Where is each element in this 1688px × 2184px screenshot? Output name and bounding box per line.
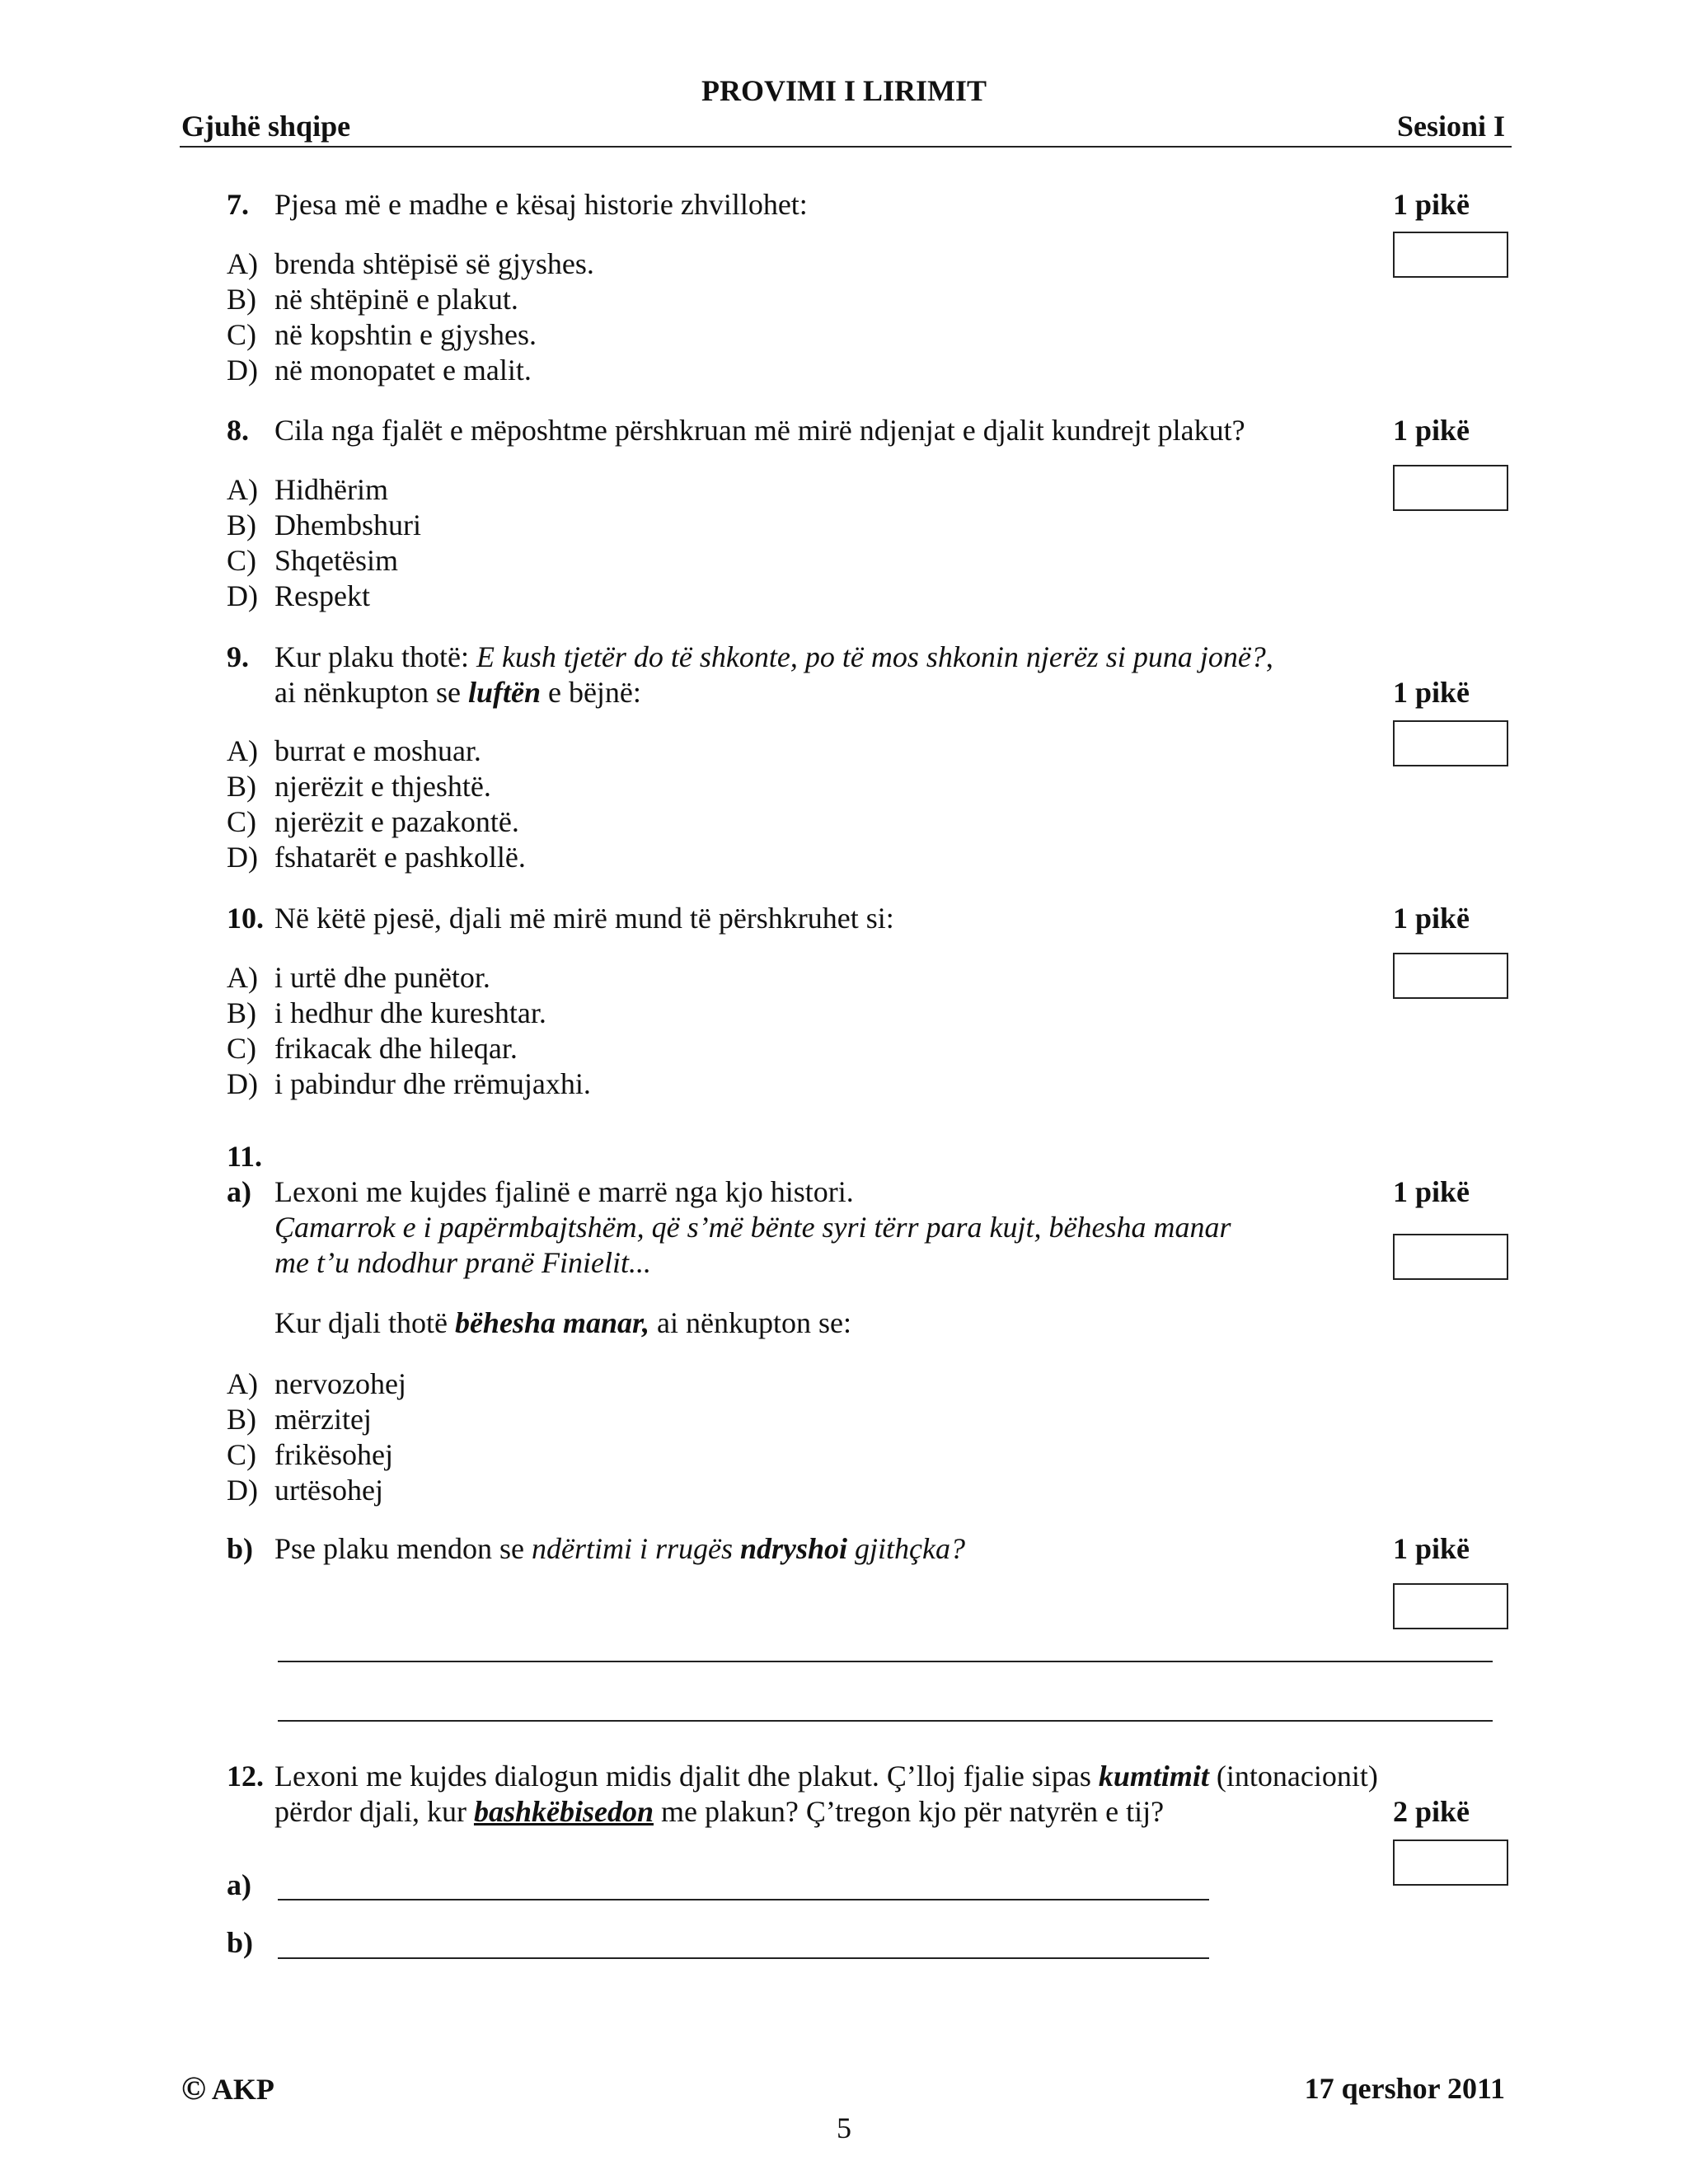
question-text-line1: Lexoni me kujdes dialogun midis djalit dhe plakut. Ç’lloj fjalie sipas kumtimit (intonacionit): [274, 1760, 1378, 1793]
option-d: D) në monopatet e malit.: [227, 354, 532, 387]
points-label: 1 pikë: [1393, 1175, 1470, 1208]
option-d: D) Respekt: [227, 579, 370, 612]
score-box[interactable]: [1393, 720, 1508, 766]
part-a-prompt: Kur djali thotë bëhesha manar, ai nënkupton se:: [274, 1306, 851, 1339]
score-box[interactable]: [1393, 465, 1508, 511]
question-number: 10.: [227, 902, 264, 935]
question-number: 11.: [227, 1140, 263, 1173]
option-d: D) i pabindur dhe rrëmujaxhi.: [227, 1067, 591, 1100]
option-c: C) frikësohej: [227, 1438, 393, 1471]
question-text: Cila nga fjalët e mëposhtme përshkruan më mirë ndjenjat e djalit kundrejt plakut?: [274, 414, 1245, 447]
points-label: 2 pikë: [1393, 1795, 1470, 1828]
option-a: A) burrat e moshuar.: [227, 734, 481, 767]
option-a: A) brenda shtëpisë së gjyshes.: [227, 247, 594, 280]
copyright-icon: ©: [181, 2069, 206, 2107]
footer-copyright: © AKP: [181, 2069, 274, 2107]
part-a-text: Lexoni me kujdes fjalinë e marrë nga kjo histori.: [274, 1175, 854, 1208]
option-b: B) Dhembshuri: [227, 509, 421, 541]
question-text-line1: Kur plaku thotë: E kush tjetër do të shkonte, po të mos shkonin njerëz si puna jonë?,: [274, 640, 1273, 673]
option-c: C) në kopshtin e gjyshes.: [227, 318, 537, 351]
answer-line-a[interactable]: [278, 1899, 1209, 1900]
question-text: Në këtë pjesë, djali më mirë mund të përshkruhet si:: [274, 902, 894, 935]
answer-line-b[interactable]: [278, 1957, 1209, 1959]
points-label: 1 pikë: [1393, 902, 1470, 935]
score-box[interactable]: [1393, 1234, 1508, 1280]
points-label: 1 pikë: [1393, 1532, 1470, 1565]
option-d: D) fshatarët e pashkollë.: [227, 841, 526, 874]
score-box[interactable]: [1393, 232, 1508, 278]
quote-line-1: Çamarrok e i papërmbajtshëm, që s’më bënte syri tërr para kujt, bëhesha manar: [274, 1211, 1231, 1244]
points-label: 1 pikë: [1393, 676, 1470, 709]
option-b: B) mërzitej: [227, 1403, 372, 1436]
part-b-text: Pse plaku mendon se ndërtimi i rrugës ndryshoi gjithçka?: [274, 1532, 965, 1565]
option-b: B) njerëzit e thjeshtë.: [227, 770, 491, 803]
points-label: 1 pikë: [1393, 188, 1470, 221]
answer-line[interactable]: [278, 1720, 1493, 1722]
question-number: 8.: [227, 414, 249, 447]
part-a-label: a): [227, 1175, 251, 1208]
question-text: Pjesa më e madhe e kësaj historie zhvillohet:: [274, 188, 808, 221]
option-a: A) nervozohej: [227, 1367, 406, 1400]
score-box[interactable]: [1393, 1840, 1508, 1886]
question-text-line2: përdor djali, kur bashkëbisedon me plakun? Ç’tregon kjo për natyrën e tij?: [274, 1795, 1165, 1828]
question-text-line2: ai nënkupton se luftën e bëjnë:: [274, 676, 641, 709]
quote-line-2: me t’u ndodhur pranë Finielit...: [274, 1246, 651, 1279]
part-b-label: b): [227, 1532, 254, 1565]
subject-label: Gjuhë shqipe: [181, 110, 351, 143]
option-b: B) i hedhur dhe kureshtar.: [227, 996, 546, 1029]
answer-a-label: a): [227, 1868, 251, 1901]
points-label: 1 pikë: [1393, 414, 1470, 447]
option-c: C) Shqetësim: [227, 544, 398, 577]
option-c: C) njerëzit e pazakontë.: [227, 805, 519, 838]
option-d: D) urtësohej: [227, 1474, 383, 1507]
page-number: 5: [837, 2111, 851, 2144]
option-a: A) i urtë dhe punëtor.: [227, 961, 490, 994]
header-rule: [180, 146, 1512, 148]
option-c: C) frikacak dhe hileqar.: [227, 1032, 518, 1065]
question-number: 9.: [227, 640, 249, 673]
question-number: 12.: [227, 1760, 264, 1793]
score-box[interactable]: [1393, 953, 1508, 999]
answer-b-label: b): [227, 1926, 254, 1959]
session-label: Sesioni I: [1396, 110, 1505, 143]
exam-title: PROVIMI I LIRIMIT: [701, 74, 987, 107]
option-a: A) Hidhërim: [227, 473, 388, 506]
question-number: 7.: [227, 188, 249, 221]
answer-line[interactable]: [278, 1661, 1493, 1662]
score-box[interactable]: [1393, 1583, 1508, 1629]
footer-date: 17 qershor 2011: [1304, 2072, 1505, 2105]
option-b: B) në shtëpinë e plakut.: [227, 283, 518, 316]
